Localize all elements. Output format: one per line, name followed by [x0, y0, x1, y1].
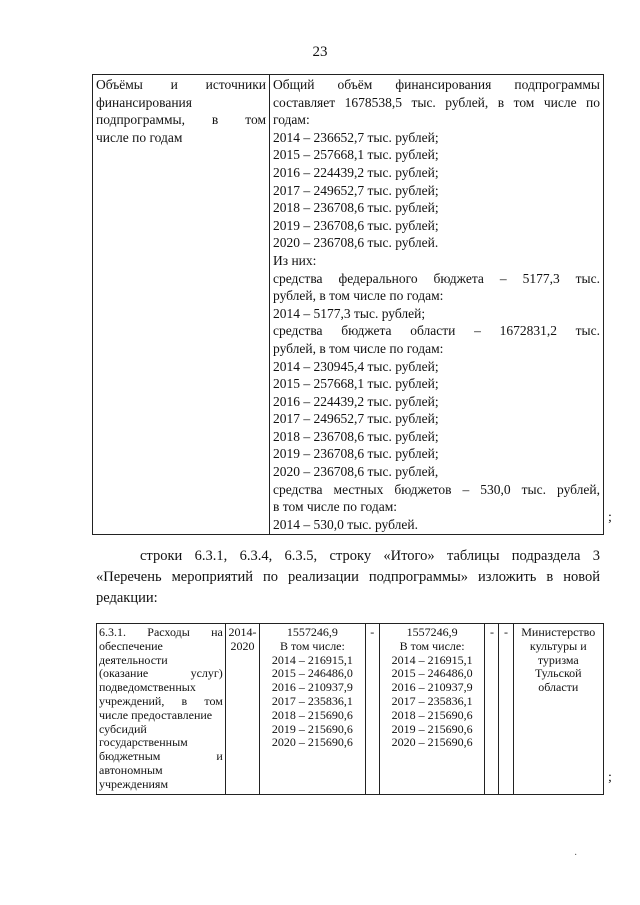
- value-line: годам:: [273, 112, 310, 128]
- value-line: 2015 – 257668,1 тыс. рублей;: [273, 376, 439, 392]
- paragraph-line: строки 6.3.1, 6.3.4, 6.3.5, строку «Итого» таблицы подраздела 3: [140, 548, 600, 564]
- cell-line: В том числе:: [279, 638, 345, 653]
- value-line: 2018 – 236708,6 тыс. рублей;: [273, 200, 439, 216]
- cell-line: области: [538, 680, 579, 695]
- label-line: подпрограммы, в том: [96, 112, 266, 128]
- label-line: числе по годам: [96, 129, 183, 145]
- value-line: 2014 – 230945,4 тыс. рублей;: [273, 358, 439, 374]
- instruction-paragraph: [96, 546, 600, 609]
- value-line: средства местных бюджетов – 530,0 тыс. рублей,: [273, 481, 600, 497]
- period-cell: [225, 624, 259, 795]
- cell-line: Министерство: [521, 625, 596, 639]
- value-line: рублей, в том числе по годам:: [273, 288, 444, 304]
- page-number: 23: [312, 44, 328, 60]
- total-funding-cell: [260, 624, 366, 795]
- value-line: 2020 – 236708,6 тыс. рублей,: [273, 464, 439, 480]
- cell-line: 2019 – 215690,6: [271, 721, 353, 736]
- value-line: средства бюджета области – 1672831,2 тыс.: [273, 323, 600, 339]
- value-line: рублей, в том числе по годам:: [273, 340, 444, 356]
- cell-line: 2020 – 215690,6: [391, 735, 473, 750]
- value-line: средства федерального бюджета – 5177,3 тыс.: [273, 270, 600, 286]
- value-line: 2017 – 249652,7 тыс. рублей;: [273, 411, 439, 427]
- cell-line: 2017 – 235836,1: [271, 693, 353, 708]
- cell-line: 2014 – 216915,1: [391, 652, 473, 667]
- cell-line: 2018 – 215690,6: [391, 707, 473, 722]
- dash-cell: -: [499, 624, 513, 795]
- cell-line: (оказание услуг): [99, 666, 223, 681]
- value-line: 2014 – 236652,7 тыс. рублей;: [273, 129, 439, 145]
- value-line: Общий объём финансирования подпрограммы: [273, 77, 600, 92]
- regional-funding-cell: [379, 624, 485, 795]
- financing-value-cell: [270, 75, 604, 535]
- cell-line: 2018 – 215690,6: [271, 707, 353, 722]
- cell-line: туризма: [537, 652, 579, 667]
- value-line: 2019 – 236708,6 тыс. рублей;: [273, 446, 439, 462]
- table-end-semicolon: ;: [608, 510, 612, 525]
- table-end-semicolon: ;: [608, 770, 612, 785]
- cell-line: 2016 – 210937,9: [271, 680, 353, 695]
- cell-line: культуры и: [529, 638, 587, 653]
- dash-cell: -: [365, 624, 379, 795]
- cell-line: 1557246,9: [406, 625, 458, 639]
- cell-line: 2016 – 210937,9: [391, 680, 473, 695]
- label-line: Объёмы и источники: [96, 77, 266, 92]
- value-line: Из них:: [273, 252, 317, 268]
- paragraph-line: редакции:: [96, 590, 158, 606]
- table-row: [93, 75, 604, 535]
- value-line: в том числе по годам:: [273, 499, 398, 515]
- cell-line: подведомственных: [99, 680, 196, 695]
- cell-line: 2019 – 215690,6: [391, 721, 473, 736]
- cell-line: бюджетным и: [99, 749, 223, 764]
- value-line: 2016 – 224439,2 тыс. рублей;: [273, 164, 439, 180]
- executor-cell: [513, 624, 603, 795]
- cell-line: автономным: [99, 762, 163, 777]
- cell-line: 2017 – 235836,1: [391, 693, 473, 708]
- value-line: 2017 – 249652,7 тыс. рублей;: [273, 182, 439, 198]
- cell-line: государственным: [99, 735, 188, 750]
- cell-line: учреждениям: [99, 776, 169, 791]
- cell-line: Тульской: [534, 666, 582, 681]
- financing-label-cell: [93, 75, 270, 535]
- table-row: [97, 624, 604, 795]
- value-line: 2019 – 236708,6 тыс. рублей;: [273, 217, 439, 233]
- cell-line: 1557246,9: [286, 625, 338, 639]
- cell-line: числе предоставление: [99, 707, 213, 722]
- value-line: 2014 – 530,0 тыс. рублей.: [273, 516, 418, 532]
- value-line: составляет 1678538,5 тыс. рублей, в том числе по: [273, 94, 600, 110]
- cell-line: субсидий: [99, 721, 147, 736]
- value-line: 2014 – 5177,3 тыс. рублей;: [273, 305, 426, 321]
- value-line: 2016 – 224439,2 тыс. рублей;: [273, 393, 439, 409]
- value-line: 2018 – 236708,6 тыс. рублей;: [273, 428, 439, 444]
- cell-line: 2015 – 246486,0: [271, 666, 353, 681]
- value-line: 2015 – 257668,1 тыс. рублей;: [273, 147, 439, 163]
- cell-line: учреждений, в том: [99, 693, 223, 708]
- activity-name-cell: [97, 624, 226, 795]
- paragraph-line: «Перечень мероприятий по реализации подпрограммы» изложить в новой: [96, 569, 600, 585]
- cell-line: 6.3.1. Расходы на: [99, 625, 223, 639]
- cell-line: обеспечение: [99, 638, 163, 653]
- scan-speck: ·: [574, 850, 578, 861]
- cell-line: деятельности: [99, 652, 168, 667]
- cell-line: 2014-: [228, 625, 257, 639]
- cell-line: 2015 – 246486,0: [391, 666, 473, 681]
- cell-line: 2020: [230, 638, 255, 653]
- cell-line: 2020 – 215690,6: [271, 735, 353, 750]
- financing-summary-table: [92, 74, 604, 535]
- label-line: финансирования: [96, 94, 192, 110]
- dash-cell: -: [485, 624, 499, 795]
- value-line: 2020 – 236708,6 тыс. рублей.: [273, 235, 439, 251]
- cell-line: 2014 – 216915,1: [271, 652, 353, 667]
- cell-line: В том числе:: [399, 638, 465, 653]
- activities-table: [96, 623, 604, 795]
